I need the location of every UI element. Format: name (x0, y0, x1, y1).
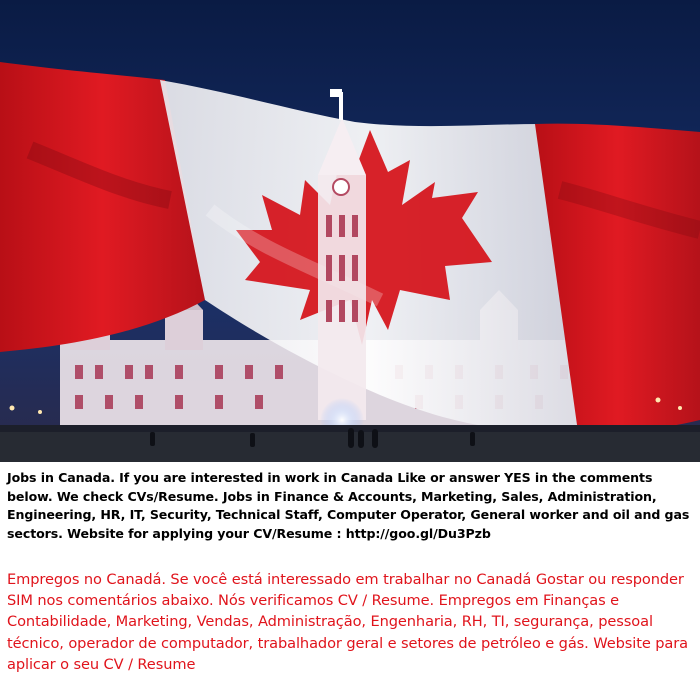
caption-portuguese: Empregos no Canadá. Se você está interessado em trabalhar no Canadá Gostar ou responder SIM nos comentários abaixo. Nós verificamos CV / Resume. Empregos em Finanças e Contabilidade, Marketing, Vendas, Administração, Engenharia, RH, TI, segurança, pessoal técnico, operador de computador, trabalhador geral e setores de petróleo e gás. Website para aplicar o seu CV / Resume (7, 571, 689, 673)
caption-english: Jobs in Canada. If you are interested in work in Canada Like or answer YES in the comments below. We check CVs/Resume. Jobs in Finance & Accounts, Marketing, Sales, Administration, Engineering, HR, IT, Security, Technical Staff, Computer Operator, General worker and oil and gas sectors. Website for applying your CV/Resume : http://goo.gl/Du3Pzb (7, 470, 690, 541)
